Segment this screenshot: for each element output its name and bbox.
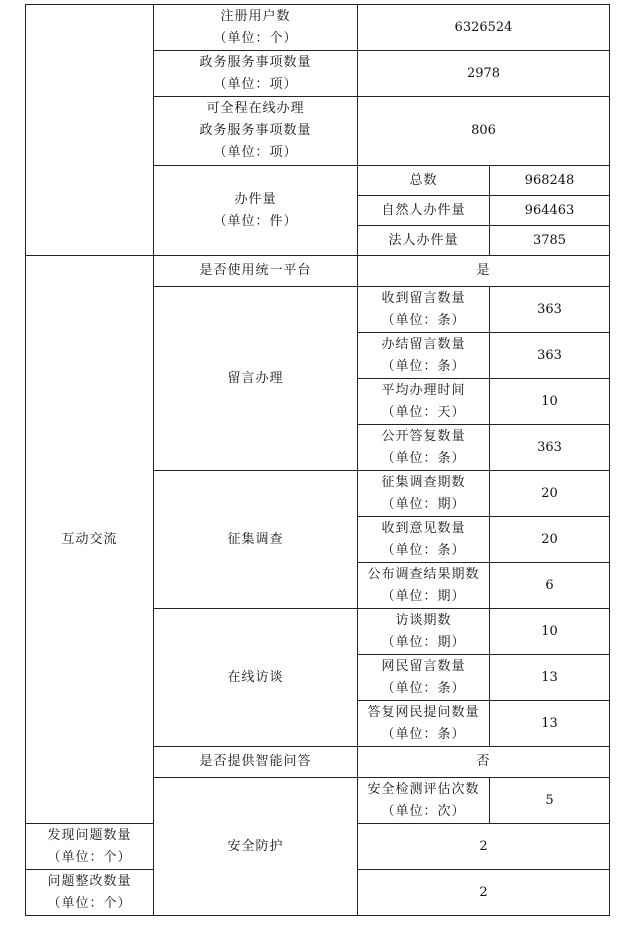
label-cell: 注册用户数 （单位：个） bbox=[154, 5, 358, 51]
value-cell: 6 bbox=[490, 563, 610, 609]
value-cell: 否 bbox=[358, 747, 610, 778]
table-row bbox=[26, 5, 610, 51]
sub-label-cell: 收到意见数量 （单位：条） bbox=[358, 517, 490, 563]
sub-label-cell: 平均办理时间 （单位：天） bbox=[358, 379, 490, 425]
label-cell: 办件量 （单位：件） bbox=[154, 166, 358, 256]
value-cell: 363 bbox=[490, 287, 610, 333]
sub-label-cell: 自然人办件量 bbox=[358, 196, 490, 226]
value-cell: 10 bbox=[490, 609, 610, 655]
value-cell: 968248 bbox=[490, 166, 610, 196]
statistics-table bbox=[25, 4, 610, 916]
label-cell: 是否使用统一平台 bbox=[154, 256, 358, 287]
value-cell: 5 bbox=[490, 778, 610, 824]
value-cell: 964463 bbox=[490, 196, 610, 226]
value-cell: 2 bbox=[358, 870, 610, 916]
group-cell: 留言办理 bbox=[154, 287, 358, 471]
label-cell: 可全程在线办理 政务服务事项数量 （单位：项） bbox=[154, 97, 358, 166]
label-cell: 政务服务事项数量 （单位：项） bbox=[154, 51, 358, 97]
value-cell: 3785 bbox=[490, 226, 610, 256]
sub-label-cell: 公布调查结果期数 （单位：期） bbox=[358, 563, 490, 609]
sub-label-cell: 收到留言数量 （单位：条） bbox=[358, 287, 490, 333]
sub-label-cell: 答复网民提问数量 （单位：条） bbox=[358, 701, 490, 747]
section-cell: 安全防护 bbox=[154, 778, 358, 916]
sub-label-cell: 访谈期数 （单位：期） bbox=[358, 609, 490, 655]
label-cell: 发现问题数量 （单位：个） bbox=[26, 824, 154, 870]
value-cell: 363 bbox=[490, 333, 610, 379]
sub-label-cell: 公开答复数量 （单位：条） bbox=[358, 425, 490, 471]
label-cell: 安全检测评估次数 （单位：次） bbox=[358, 778, 490, 824]
sub-label-cell: 法人办件量 bbox=[358, 226, 490, 256]
group-cell: 征集调查 bbox=[154, 471, 358, 609]
section-cell-empty bbox=[26, 5, 154, 256]
sub-label-cell: 总数 bbox=[358, 166, 490, 196]
value-cell: 13 bbox=[490, 655, 610, 701]
sub-label-cell: 办结留言数量 （单位：条） bbox=[358, 333, 490, 379]
value-cell: 806 bbox=[358, 97, 610, 166]
label-cell: 问题整改数量 （单位：个） bbox=[26, 870, 154, 916]
value-cell: 6326524 bbox=[358, 5, 610, 51]
sub-label-cell: 网民留言数量 （单位：条） bbox=[358, 655, 490, 701]
label-cell: 是否提供智能问答 bbox=[154, 747, 358, 778]
sub-label-cell: 征集调查期数 （单位：期） bbox=[358, 471, 490, 517]
value-cell: 13 bbox=[490, 701, 610, 747]
value-cell: 10 bbox=[490, 379, 610, 425]
value-cell: 2978 bbox=[358, 51, 610, 97]
value-cell: 是 bbox=[358, 256, 610, 287]
table-row bbox=[26, 256, 610, 287]
section-cell: 互动交流 bbox=[26, 256, 154, 824]
value-cell: 20 bbox=[490, 471, 610, 517]
value-cell: 20 bbox=[490, 517, 610, 563]
value-cell: 363 bbox=[490, 425, 610, 471]
group-cell: 在线访谈 bbox=[154, 609, 358, 747]
value-cell: 2 bbox=[358, 824, 610, 870]
